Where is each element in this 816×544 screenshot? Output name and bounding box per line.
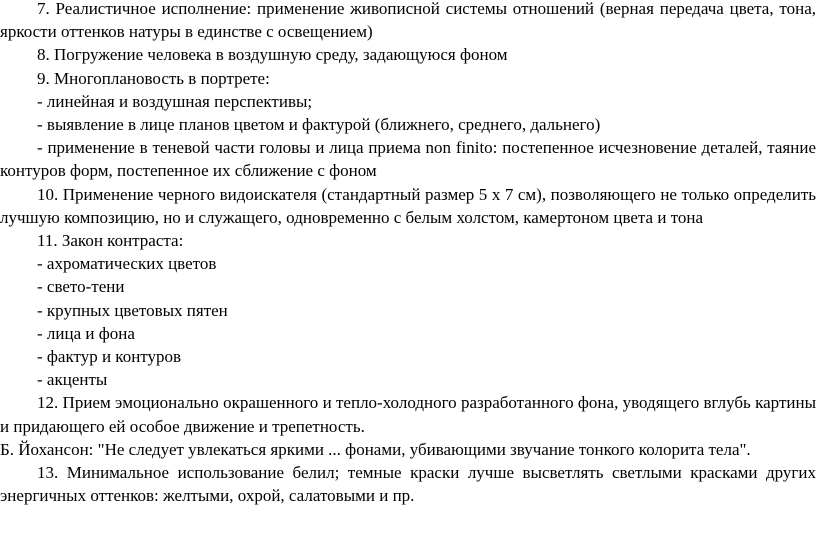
paragraph-10-viewfinder: 10. Применение черного видоискателя (стандартный размер 5 x 7 см), позволяющего не только определить лучшую композицию, но и служащего, одновременно с белым холстом, камертоном цвета и тона (0, 184, 816, 227)
paragraph-9-multiplane: 9. Многоплановость в портрете: (37, 68, 270, 88)
list-item-non-finito: - применение в теневой части головы и лица приема non finito: постепенное исчезновение деталей, таяние контуров форм, постепенное их сближение с фоном (0, 138, 816, 181)
list-item-face-planes: - выявление в лице планов цветом и фактурой (ближнего, среднего, дальнего) (37, 115, 601, 135)
paragraph-8-air-environment: 8. Погружение человека в воздушную среду, задающуюся фоном (37, 45, 508, 65)
paragraph-11-contrast-law: 11. Закон контраста: (37, 231, 184, 251)
list-item-textures: - фактур и контуров (37, 347, 182, 367)
list-item-achromatic: - ахроматических цветов (37, 254, 217, 274)
paragraph-13-white-paint: 13. Минимальное использование белил; темные краски лучше высветлять светлыми красками других энергичных оттенков: желтыми, охрой, салатовыми и пр. (0, 463, 816, 506)
list-item-color-spots: - крупных цветовых пятен (37, 300, 228, 320)
paragraph-7-realistic: 7. Реалистичное исполнение: применение живописной системы отношений (верная передача цвета, тона, яркости оттенков натуры в единстве с освещением) (0, 0, 816, 42)
paragraph-12-background: 12. Прием эмоционально окрашенного и тепло-холодного разработанного фона, уводящего вглубь картины и придающего ей особое движение и трепетность. (0, 393, 816, 436)
list-item-chiaroscuro: - свето-тени (37, 277, 125, 297)
list-item-face-background: - лица и фона (37, 323, 135, 343)
list-item-accents: - акценты (37, 370, 108, 390)
list-item-perspective: - линейная и воздушная перспективы; (37, 91, 313, 111)
quote-johansson: Б. Йохансон: "Не следует увлекаться яркими ... фонами, убивающими звучание тонкого колорита тела". (0, 439, 751, 459)
